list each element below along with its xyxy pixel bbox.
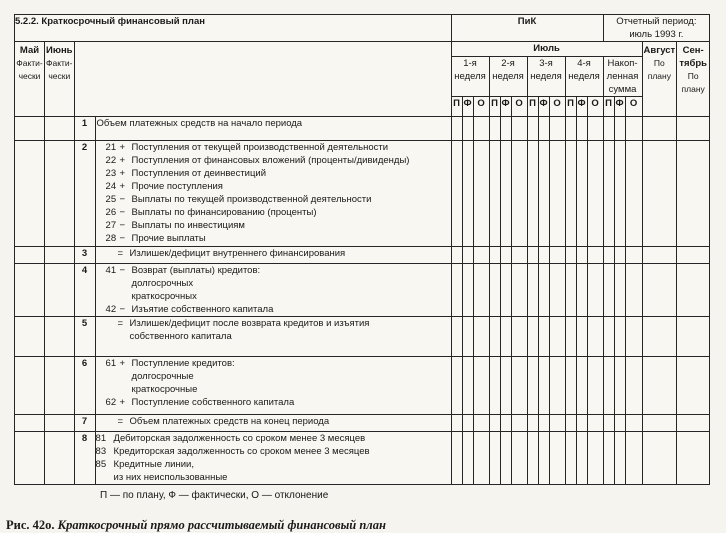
data-cell-empty — [576, 264, 587, 317]
data-cell-empty — [677, 117, 710, 141]
data-cell-empty — [587, 247, 603, 264]
data-cell-empty — [489, 432, 500, 485]
data-cell-empty — [603, 141, 614, 247]
data-cell-empty — [489, 357, 500, 415]
subcol-header-f: Ф — [500, 97, 511, 117]
data-cell-empty — [625, 415, 642, 432]
subcol-header-o: О — [473, 97, 489, 117]
data-cell-empty — [462, 415, 473, 432]
line-text: Выплаты по текущей производственной деятельности — [131, 194, 372, 205]
data-cell-empty — [549, 432, 565, 485]
line-text: из них неиспользованные — [113, 472, 228, 483]
line-text: Излишек/дефицит после возврата кредитов и изъятия собственного капитала — [129, 318, 370, 342]
data-cell-empty — [451, 264, 462, 317]
row-description — [95, 317, 451, 357]
data-cell-empty — [549, 415, 565, 432]
data-cell-empty — [45, 264, 75, 317]
line-text: Выплаты по финансированию (проценты) — [131, 207, 317, 218]
data-cell-empty — [473, 247, 489, 264]
data-cell-empty — [677, 357, 710, 415]
data-cell-empty — [587, 117, 603, 141]
data-cell-empty — [642, 264, 677, 317]
subcol-header-f: Ф — [538, 97, 549, 117]
description-header-spacer — [74, 42, 451, 117]
data-cell-empty — [614, 117, 625, 141]
data-cell-empty — [511, 141, 527, 247]
data-cell-empty — [45, 357, 75, 415]
data-cell-empty — [642, 357, 677, 415]
data-cell-empty — [625, 264, 642, 317]
data-cell-empty — [489, 247, 500, 264]
data-cell-empty — [511, 117, 527, 141]
line-code: 27 — [105, 220, 117, 231]
table-row — [15, 141, 710, 247]
data-cell-empty — [500, 117, 511, 141]
line-text: краткосрочные — [131, 384, 198, 395]
data-cell-empty — [565, 317, 576, 357]
table-row — [15, 117, 710, 141]
data-cell-empty — [511, 247, 527, 264]
line-code: 23 — [105, 168, 117, 179]
data-cell-empty — [451, 117, 462, 141]
data-cell-empty — [538, 317, 549, 357]
data-cell-empty — [677, 247, 710, 264]
col-header-may — [15, 42, 45, 117]
data-cell-empty — [45, 117, 75, 141]
data-cell-empty — [625, 117, 642, 141]
data-cell-empty — [473, 357, 489, 415]
row-description — [95, 247, 451, 264]
data-cell-empty — [625, 432, 642, 485]
row-number: 2 — [74, 141, 95, 247]
data-cell-empty — [614, 247, 625, 264]
data-cell-empty — [603, 432, 614, 485]
data-cell-empty — [527, 247, 538, 264]
data-cell-empty — [625, 357, 642, 415]
may-label: Май — [19, 45, 40, 56]
data-cell-empty — [614, 264, 625, 317]
subcol-header-o: О — [549, 97, 565, 117]
col-header-week4: 4-я неделя — [565, 57, 603, 97]
line-text: Кредитные линии, — [113, 459, 194, 470]
line-sign: + — [119, 181, 126, 192]
data-cell-empty — [587, 357, 603, 415]
data-cell-empty — [451, 357, 462, 415]
may-sublabel: Факти-чески — [16, 58, 43, 81]
legend: П — по плану, Ф — фактически, О — отклонение — [100, 490, 329, 501]
data-cell-empty — [473, 117, 489, 141]
data-cell-empty — [625, 247, 642, 264]
data-cell-empty — [511, 432, 527, 485]
line-text: краткосрочных — [131, 291, 197, 302]
data-cell-empty — [489, 117, 500, 141]
row-number: 3 — [74, 247, 95, 264]
data-cell-empty — [15, 117, 45, 141]
data-cell-empty — [538, 264, 549, 317]
data-cell-empty — [511, 264, 527, 317]
data-cell-empty — [511, 357, 527, 415]
line-text: Поступления от текущей производственной деятельности — [131, 142, 389, 153]
june-sublabel: Факти-чески — [46, 58, 73, 81]
row-number: 5 — [74, 317, 95, 357]
data-cell-empty — [15, 357, 45, 415]
data-cell-empty — [565, 264, 576, 317]
subcol-header-p: П — [451, 97, 462, 117]
table-row — [15, 357, 710, 415]
data-cell-empty — [614, 415, 625, 432]
table-row — [15, 247, 710, 264]
line-text: Прочие выплаты — [131, 233, 206, 244]
col-header-august — [642, 42, 677, 117]
data-cell-empty — [500, 317, 511, 357]
data-cell-empty — [587, 415, 603, 432]
subcol-header-f: Ф — [614, 97, 625, 117]
subcol-header-o: О — [587, 97, 603, 117]
line-sign: + — [119, 358, 126, 369]
data-cell-empty — [511, 415, 527, 432]
col-group-july: Июль — [451, 42, 642, 57]
line-text: Изъятие собственного капитала — [131, 304, 274, 315]
august-label: Август — [643, 45, 676, 56]
data-cell-empty — [511, 317, 527, 357]
data-cell-empty — [549, 141, 565, 247]
data-cell-empty — [565, 415, 576, 432]
table-header-top-row — [15, 15, 710, 42]
line-code: 62 — [105, 397, 117, 408]
data-cell-empty — [576, 357, 587, 415]
data-cell-empty — [527, 317, 538, 357]
data-cell-empty — [565, 141, 576, 247]
data-cell-empty — [45, 432, 75, 485]
row-description — [95, 432, 451, 485]
data-cell-empty — [565, 117, 576, 141]
data-cell-empty — [576, 317, 587, 357]
line-sign: − — [119, 233, 126, 244]
data-cell-empty — [549, 317, 565, 357]
line-code: 61 — [105, 358, 117, 369]
data-cell-empty — [642, 117, 677, 141]
data-cell-empty — [603, 357, 614, 415]
system-label: ПиК — [451, 15, 603, 42]
data-cell-empty — [614, 357, 625, 415]
data-cell-empty — [473, 141, 489, 247]
col-header-week2: 2-я неделя — [489, 57, 527, 97]
data-cell-empty — [538, 141, 549, 247]
line-code: 41 — [105, 265, 117, 276]
line-sign: + — [119, 142, 126, 153]
data-cell-empty — [565, 357, 576, 415]
data-cell-empty — [576, 432, 587, 485]
data-cell-empty — [527, 264, 538, 317]
subcol-header-o: О — [511, 97, 527, 117]
line-text: Возврат (выплаты) кредитов: — [131, 265, 261, 276]
data-cell-empty — [614, 141, 625, 247]
data-cell-empty — [462, 117, 473, 141]
data-cell-empty — [500, 141, 511, 247]
line-code: 85 — [95, 459, 107, 470]
data-cell-empty — [625, 141, 642, 247]
data-cell-empty — [473, 264, 489, 317]
line-text: долгосрочные — [131, 371, 194, 382]
line-text: Дебиторская задолженность со сроком менее 3 месяцев — [113, 433, 366, 444]
data-cell-empty — [603, 247, 614, 264]
subcol-header-p: П — [603, 97, 614, 117]
col-header-week1: 1-я неделя — [451, 57, 489, 97]
data-cell-empty — [462, 317, 473, 357]
data-cell-empty — [473, 432, 489, 485]
data-cell-empty — [538, 117, 549, 141]
table-row — [15, 415, 710, 432]
data-cell-empty — [576, 247, 587, 264]
col-header-september — [677, 42, 710, 117]
data-cell-empty — [451, 141, 462, 247]
line-sign: = — [117, 318, 124, 329]
line-sign: − — [119, 194, 126, 205]
data-cell-empty — [549, 247, 565, 264]
line-text: Поступление кредитов: — [131, 358, 235, 369]
data-cell-empty — [576, 117, 587, 141]
data-cell-empty — [642, 247, 677, 264]
data-cell-empty — [462, 264, 473, 317]
data-cell-empty — [677, 415, 710, 432]
data-cell-empty — [603, 415, 614, 432]
data-cell-empty — [614, 317, 625, 357]
subcol-header-p: П — [489, 97, 500, 117]
data-cell-empty — [500, 415, 511, 432]
line-sign: = — [117, 248, 124, 259]
data-cell-empty — [576, 415, 587, 432]
figure-number: Рис. 42о. — [6, 518, 55, 532]
data-cell-empty — [500, 264, 511, 317]
col-header-june — [45, 42, 75, 117]
figure-caption — [6, 518, 726, 533]
data-cell-empty — [603, 117, 614, 141]
data-cell-empty — [527, 415, 538, 432]
data-cell-empty — [500, 357, 511, 415]
col-header-cumulative: Накоп-ленная сумма — [603, 57, 642, 97]
data-cell-empty — [549, 264, 565, 317]
data-cell-empty — [451, 415, 462, 432]
reporting-period: Отчетный период: июль 1993 г. — [603, 15, 710, 42]
june-label: Июнь — [46, 45, 73, 56]
line-text: Прочие поступления — [131, 181, 223, 192]
data-cell-empty — [642, 432, 677, 485]
data-cell-empty — [15, 432, 45, 485]
data-cell-empty — [538, 247, 549, 264]
data-cell-empty — [527, 117, 538, 141]
data-cell-empty — [565, 432, 576, 485]
data-cell-empty — [500, 432, 511, 485]
line-code: 83 — [95, 446, 107, 457]
data-cell-empty — [603, 264, 614, 317]
data-cell-empty — [587, 432, 603, 485]
line-sign: + — [119, 397, 126, 408]
subcol-header-p: П — [527, 97, 538, 117]
line-sign: − — [119, 265, 126, 276]
data-cell-empty — [489, 141, 500, 247]
line-text: Поступления от деинвестиций — [131, 168, 267, 179]
row-description — [95, 117, 451, 141]
data-cell-empty — [527, 141, 538, 247]
data-cell-empty — [538, 415, 549, 432]
september-label: Сен-тябрь — [679, 45, 708, 69]
data-cell-empty — [462, 247, 473, 264]
month-group-row — [15, 42, 710, 57]
data-cell-empty — [489, 415, 500, 432]
data-cell-empty — [473, 415, 489, 432]
line-text: Поступление собственного капитала — [131, 397, 295, 408]
data-cell-empty — [15, 415, 45, 432]
data-cell-empty — [677, 264, 710, 317]
row-number: 1 — [74, 117, 95, 141]
data-cell-empty — [489, 264, 500, 317]
data-cell-empty — [15, 264, 45, 317]
line-sign: − — [119, 304, 126, 315]
line-text: долгосрочных — [131, 278, 194, 289]
line-code: 26 — [105, 207, 117, 218]
september-sublabel: По плану — [681, 71, 705, 94]
data-cell-empty — [473, 317, 489, 357]
line-code: 28 — [105, 233, 117, 244]
table-row — [15, 432, 710, 485]
plan-title: 5.2.2. Краткосрочный финансовый план — [15, 15, 452, 42]
col-header-week3: 3-я неделя — [527, 57, 565, 97]
data-cell-empty — [500, 247, 511, 264]
data-cell-empty — [587, 317, 603, 357]
line-sign: − — [119, 220, 126, 231]
data-cell-empty — [462, 141, 473, 247]
data-cell-empty — [642, 415, 677, 432]
row-description — [95, 264, 451, 317]
data-cell-empty — [614, 432, 625, 485]
data-cell-empty — [15, 141, 45, 247]
line-sign: + — [119, 155, 126, 166]
line-sign: + — [119, 168, 126, 179]
row-description — [95, 141, 451, 247]
data-cell-empty — [527, 357, 538, 415]
data-cell-empty — [45, 247, 75, 264]
row-number: 7 — [74, 415, 95, 432]
line-code: 22 — [105, 155, 117, 166]
data-cell-empty — [625, 317, 642, 357]
data-cell-empty — [489, 317, 500, 357]
line-text: Излишек/дефицит внутреннего финансирования — [129, 248, 346, 259]
data-cell-empty — [677, 432, 710, 485]
data-cell-empty — [45, 317, 75, 357]
line-code: 24 — [105, 181, 117, 192]
subcol-header-f: Ф — [462, 97, 473, 117]
data-cell-empty — [45, 141, 75, 247]
data-cell-empty — [587, 264, 603, 317]
row-number: 8 — [74, 432, 95, 485]
data-cell-empty — [538, 432, 549, 485]
line-text: Поступления от финансовых вложений (проценты/дивиденды) — [131, 155, 410, 166]
august-sublabel: По плану — [647, 58, 671, 81]
data-cell-empty — [462, 432, 473, 485]
data-cell-empty — [462, 357, 473, 415]
data-cell-empty — [15, 247, 45, 264]
data-cell-empty — [576, 141, 587, 247]
data-cell-empty — [15, 317, 45, 357]
line-text: Объем платежных средств на начало периода — [96, 118, 303, 129]
table-row — [15, 317, 710, 357]
row-number: 6 — [74, 357, 95, 415]
row-description — [95, 415, 451, 432]
line-sign: = — [117, 416, 124, 427]
data-cell-empty — [642, 317, 677, 357]
data-cell-empty — [677, 141, 710, 247]
table-row — [15, 264, 710, 317]
line-code: 25 — [105, 194, 117, 205]
data-cell-empty — [527, 432, 538, 485]
data-cell-empty — [642, 141, 677, 247]
data-cell-empty — [587, 141, 603, 247]
line-code: 42 — [105, 304, 117, 315]
financial-plan-table — [14, 14, 710, 485]
line-text: Выплаты по инвестициям — [131, 220, 245, 231]
data-cell-empty — [451, 317, 462, 357]
subcol-header-o: О — [625, 97, 642, 117]
data-cell-empty — [538, 357, 549, 415]
data-cell-empty — [549, 357, 565, 415]
data-cell-empty — [565, 247, 576, 264]
data-cell-empty — [451, 247, 462, 264]
line-code: 21 — [105, 142, 117, 153]
data-cell-empty — [603, 317, 614, 357]
line-text: Объем платежных средств на конец периода — [129, 416, 330, 427]
data-cell-empty — [451, 432, 462, 485]
row-number: 4 — [74, 264, 95, 317]
line-text: Кредиторская задолженность со сроком менее 3 месяцев — [113, 446, 370, 457]
data-cell-empty — [677, 317, 710, 357]
subcol-header-p: П — [565, 97, 576, 117]
row-description — [95, 357, 451, 415]
data-cell-empty — [549, 117, 565, 141]
line-sign: − — [119, 207, 126, 218]
line-code: 81 — [95, 433, 107, 444]
figure-title: Краткосрочный прямо рассчитываемый финансовый план — [57, 518, 386, 532]
data-cell-empty — [45, 415, 75, 432]
subcol-header-f: Ф — [576, 97, 587, 117]
